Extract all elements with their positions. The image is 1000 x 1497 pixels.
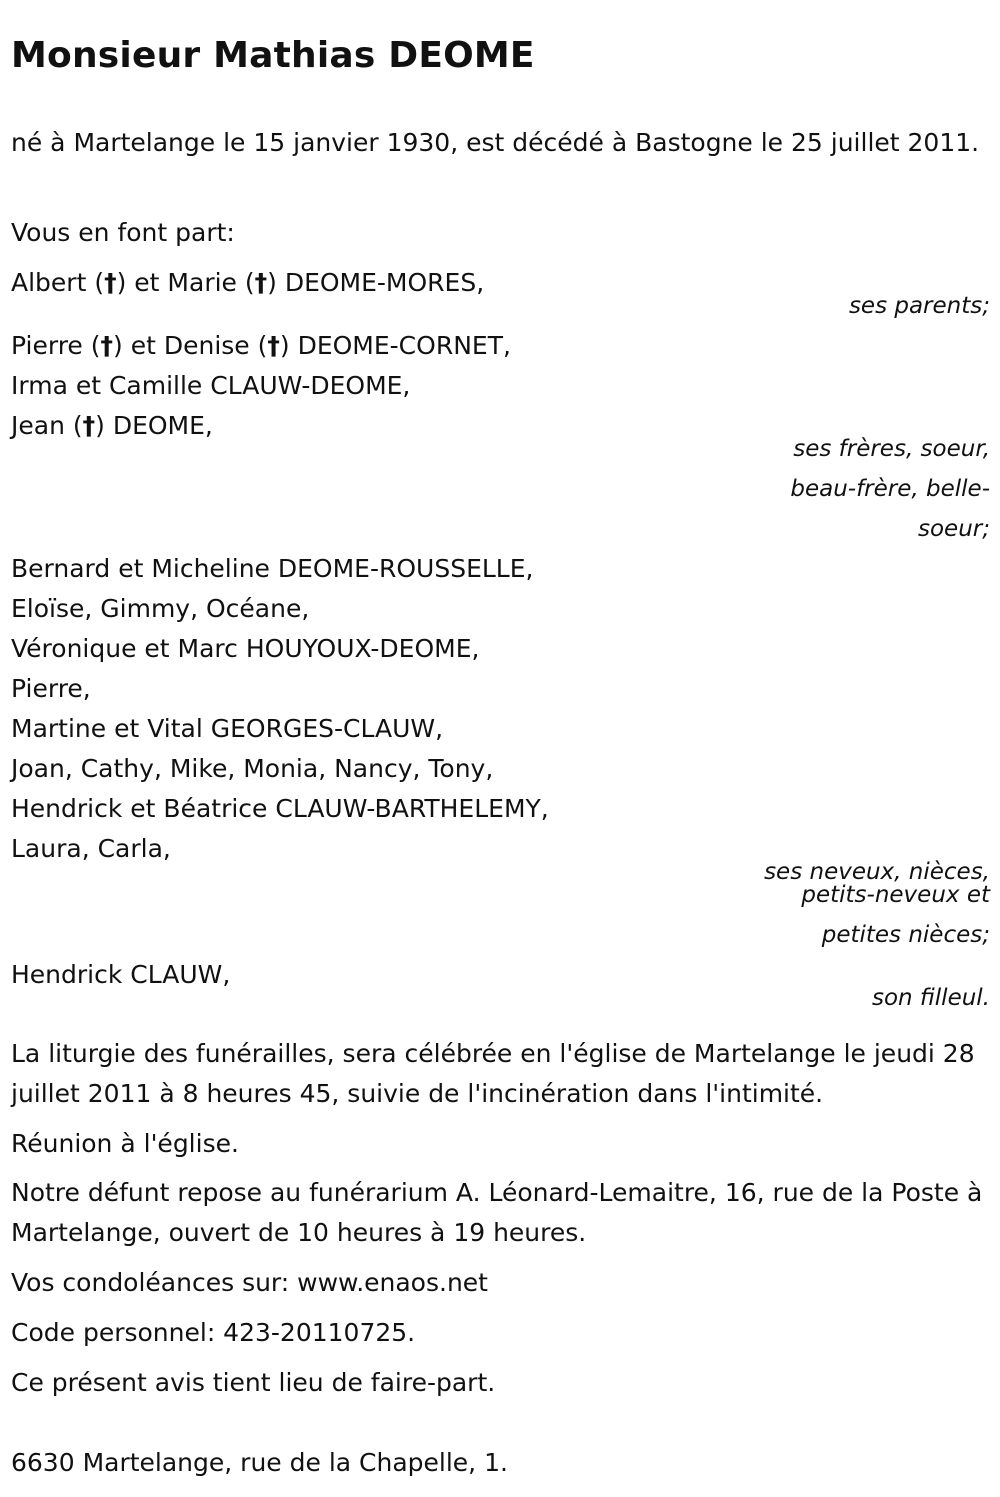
siblings-line-1 <box>11 331 511 361</box>
nephews-line-5: Martine et Vital GEORGES-CLAUW, <box>11 714 444 743</box>
siblings-line-2: Irma et Camille CLAUW-DEOME, <box>11 371 411 400</box>
role-parents: ses parents; <box>848 293 990 319</box>
nephews-line-2: Eloïse, Gimmy, Océane, <box>11 594 310 623</box>
cross-icon: † <box>104 268 117 297</box>
address-text: 6630 Martelange, rue de la Chapelle, 1. <box>11 1448 508 1477</box>
cross-icon: † <box>82 411 96 440</box>
siblings-line-3 <box>11 411 213 441</box>
announce-text: Vous en font part: <box>11 218 235 247</box>
notice-text: Ce présent avis tient lieu de faire-part. <box>11 1368 496 1397</box>
role-siblings-2: beau-frère, belle- <box>790 476 990 502</box>
reunion-text: Réunion à l'église. <box>11 1129 239 1158</box>
text-fragment: ) DEOME-CORNET, <box>279 331 511 360</box>
nephews-line-4: Pierre, <box>11 674 91 703</box>
role-siblings-1: ses frères, soeur, <box>793 436 990 462</box>
parents-line <box>11 268 484 298</box>
text-fragment: ) et Denise ( <box>113 331 268 360</box>
intro-paragraph: né à Martelange le 15 janvier 1930, est décédé à Bastogne le 25 juillet 2011. <box>11 128 980 157</box>
role-siblings-3: soeur; <box>918 516 990 542</box>
cross-icon: † <box>100 331 114 360</box>
nephews-line-8: Laura, Carla, <box>11 834 171 863</box>
nephews-line-1: Bernard et Micheline DEOME-ROUSSELLE, <box>11 554 534 583</box>
nephews-line-3: Véronique et Marc HOUYOUX-DEOME, <box>11 634 480 663</box>
text-fragment: Jean ( <box>11 411 83 440</box>
text-fragment: ) DEOME, <box>95 411 213 440</box>
liturgy-paragraph: La liturgie des funérailles, sera célébrée en l'église de Martelange le jeudi 28 juillet 2011 à 8 heures 45, suivie de l'incinération dans l'intimité. <box>11 1039 975 1108</box>
text-fragment: Pierre ( <box>11 331 101 360</box>
nephews-line-7: Hendrick et Béatrice CLAUW-BARTHELEMY, <box>11 794 549 823</box>
text-fragment: ) DEOME-MORES, <box>267 268 485 297</box>
role-nephews-2: petits-neveux et <box>801 882 990 908</box>
text-fragment: ) et Marie ( <box>116 268 255 297</box>
condolences-text: Vos condoléances sur: www.enaos.net <box>11 1268 488 1297</box>
page-title: Monsieur Mathias DEOME <box>11 35 535 76</box>
cross-icon: † <box>254 268 268 297</box>
role-godson: son filleul. <box>871 985 990 1011</box>
cross-icon: † <box>267 331 280 360</box>
repose-paragraph: Notre défunt repose au funérarium A. Léonard-Lemaitre, 16, rue de la Poste à Martelange, ouvert de 10 heures à 19 heures. <box>11 1178 983 1247</box>
role-nephews-3: petites nièces; <box>821 922 990 948</box>
nephews-line-6: Joan, Cathy, Mike, Monia, Nancy, Tony, <box>11 754 494 783</box>
text-fragment: Albert ( <box>11 268 105 297</box>
godson-line: Hendrick CLAUW, <box>11 960 231 989</box>
personal-code: Code personnel: 423-20110725. <box>11 1318 416 1347</box>
role-nephews-1: ses neveux, nièces, <box>764 859 990 885</box>
